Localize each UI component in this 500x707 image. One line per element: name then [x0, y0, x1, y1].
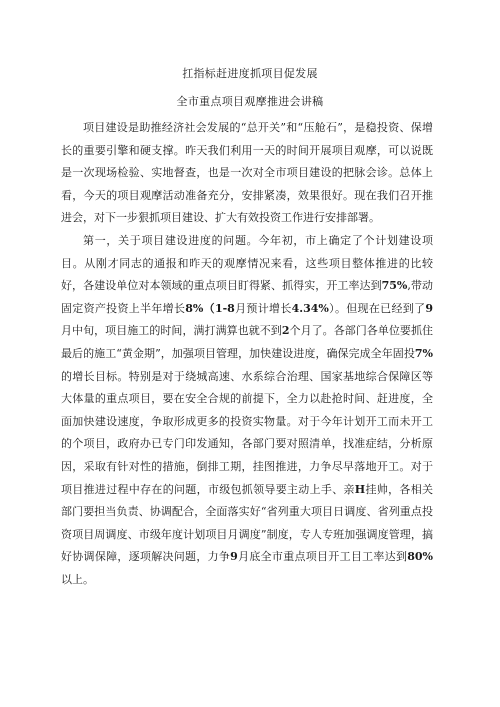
document-body: [61, 117, 433, 591]
text-run: 月预计增长: [234, 301, 292, 315]
text-run: 的增长目标。特别是对于绕城高速、水系综合治理、国家基地综合保障区等大体量的重点项目，要在安全合规的前提下，全力以赴抢时间、赶进度，全面加快建设速度，争取形成更多的投资实物量。对于今年计划开工而未开工的个项目，政府办已专门印发通知，各部门要对照清单，找准症结，分析原因，采取有针对性的措施，倒排工期，挂图推进，力争尽早落地开工。对于项目推进过程中存在的问题，市级包抓领导要主动上手、亲: [61, 369, 433, 496]
bold-figure: 80%: [407, 550, 434, 564]
bold-figure: 2: [281, 324, 290, 338]
text-run: ,带动固定资产投资上半年增长: [61, 279, 433, 315]
bold-figure: 75%: [381, 279, 408, 293]
text-run: 挂帅，各相关部门要担当负责、协调配合，全面落实好“省列重大项目日调度、省列重点投资项目周调度、市级年度计划项目月调度”制度，专人专班加强调度管理，搞好协调保障，逐项解决问题，力争: [61, 482, 434, 564]
bold-figure: 9: [230, 550, 238, 564]
bold-figure: 9: [425, 301, 433, 315]
text-run: 个月了。各部门各单位要抓住最后的施工“黄金期”，加强项目管理，加快建设进度，确保完成全年固投: [61, 324, 434, 360]
text-run: ）。但现在已经到了: [328, 301, 426, 315]
document-title: 扛指标赶进度抓项目促发展: [182, 67, 318, 80]
text-run: 以上。: [61, 572, 94, 586]
text-run: 第一，关于项目建设进度的问题。今年初，市上确定了个计划建设项目。从刚才同志的通报和昨天的观摩情况来看，这些项目整体推进的比较好，各建设单位对本领域的重点项目盯得紧、抓得实，开工率达到: [61, 233, 433, 293]
bold-figure: 8%（1-8: [185, 301, 235, 315]
bold-figure: 4.34%: [291, 301, 329, 315]
paragraph-progress: [61, 230, 433, 592]
text-run: 月中旬，项目施工的时间，满打满算也就不到: [61, 324, 282, 338]
bold-figure: H: [354, 482, 366, 496]
paragraph-intro: 项目建设是助推经济社会发展的“总开关”和“压舱石”，是稳投资、保增长的重要引擎和硬支撑。昨天我们利用一天的时间开展项目观摩，可以说既是一次现场检验、实地督查，也是一次对全市项目建设的把脉会诊。总体上看，今天的项目观摩活动准备充分，安排紧凑，效果很好。现在我们召开推进会，对下一步狠抓项目建设、扩大有效投资工作进行安排部署。: [61, 121, 433, 225]
text-run: 月底全市重点项目开工目工率达到: [237, 550, 408, 564]
bold-figure: 7%: [414, 346, 433, 360]
document-subtitle: 全市重点项目观摩推进会讲稿: [176, 95, 324, 108]
